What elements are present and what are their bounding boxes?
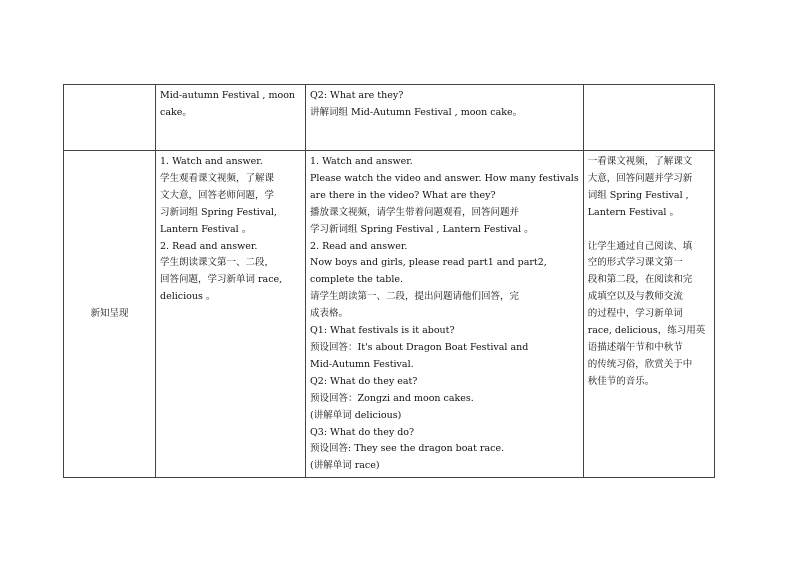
text-line: Please watch the video and answer. How many festivals xyxy=(310,172,579,184)
text-line: 1. Watch and answer. xyxy=(160,156,263,167)
text-line: 成填空以及与教师交流 xyxy=(587,291,683,303)
spacer-line xyxy=(588,222,710,239)
text-line: Q2: What do they eat? xyxy=(310,375,418,387)
student-activity-cell xyxy=(156,151,306,478)
stage-cell: 新知呈现 xyxy=(64,151,156,478)
text-line: cake。 xyxy=(160,106,192,118)
text-line: Q2: What are they? xyxy=(310,90,404,101)
text-line: 段和第二段，在阅读和完 xyxy=(587,274,693,286)
text-line: Q1: What festivals is it about? xyxy=(310,325,455,337)
text-line: 播放课文视频，请学生带着问题观看，回答问题并 xyxy=(310,206,520,218)
text-line: 的传统习俗，欣赏关于中 xyxy=(587,358,693,370)
text-line: 词组 Spring Festival , xyxy=(587,189,689,201)
text-line: 请学生朗读第一、二段，提出问题请他们回答，完 xyxy=(310,291,520,303)
text-line: 空的形式学习课文第一 xyxy=(587,257,683,269)
stage-cell xyxy=(64,85,156,151)
text-line: race, delicious，练习用英 xyxy=(587,325,706,337)
text-line: 讲解词组 Mid-Autumn Festival , moon cake。 xyxy=(310,106,523,118)
text-line: 学习新词组 Spring Festival , Lantern Festival 。 xyxy=(310,223,534,235)
text-line: 2. Read and answer. xyxy=(310,240,408,252)
teacher-activity-cell xyxy=(306,151,584,478)
text-line: 学生朗读课文第一、二段， xyxy=(160,257,275,269)
text-line: 一看课文视频，了解课文 xyxy=(587,156,693,167)
text-line: 秋佳节的音乐。 xyxy=(587,375,655,387)
text-line: 语描述端午节和中秋节 xyxy=(587,341,683,353)
text-line: Lantern Festival 。 xyxy=(160,223,252,235)
student-activity-cell xyxy=(156,85,306,151)
text-line: Now boys and girls, please read part1 and part2, xyxy=(310,257,547,269)
text-line: Mid-Autumn Festival. xyxy=(310,358,414,370)
text-line: (讲解单词 delicious) xyxy=(310,409,402,421)
design-intent-cell xyxy=(583,85,714,151)
text-line: are there in the video? What are they? xyxy=(310,189,496,201)
text-line: 大意，回答问题并学习新 xyxy=(587,172,693,184)
text-line: 的过程中，学习新单词 xyxy=(587,308,683,320)
text-line: 习新词组 Spring Festival, xyxy=(160,206,277,218)
text-line: 2. Read and answer. xyxy=(160,240,258,252)
text-line: 预设回答: They see the dragon boat race. xyxy=(310,443,505,455)
teacher-activity-cell xyxy=(306,85,584,151)
text-line: 回答问题，学习新单词 race, xyxy=(160,274,283,286)
text-line: 学生观看课文视频，了解课 xyxy=(160,172,275,184)
text-line: 1. Watch and answer. xyxy=(310,156,413,167)
text-line: delicious 。 xyxy=(160,291,216,303)
text-line: complete the table. xyxy=(310,274,404,286)
text-line: 文大意，回答老师问题，学 xyxy=(160,189,275,201)
text-line: Q3: What do they do? xyxy=(310,426,415,438)
text-line: Mid-autumn Festival , moon xyxy=(160,90,296,101)
text-line: 让学生通过自己阅读、填 xyxy=(587,240,693,252)
text-line: 成表格。 xyxy=(310,308,349,320)
text-line: 预设回答：It's about Dragon Boat Festival and xyxy=(310,341,529,353)
table-row xyxy=(64,151,715,478)
text-line: (讲解单词 race) xyxy=(310,460,380,472)
table-row xyxy=(64,85,715,151)
text-line: Lantern Festival 。 xyxy=(587,206,679,218)
design-intent-cell xyxy=(583,151,714,478)
text-line: 预设回答：Zongzi and moon cakes. xyxy=(310,392,474,404)
lesson-plan-table xyxy=(63,84,715,478)
